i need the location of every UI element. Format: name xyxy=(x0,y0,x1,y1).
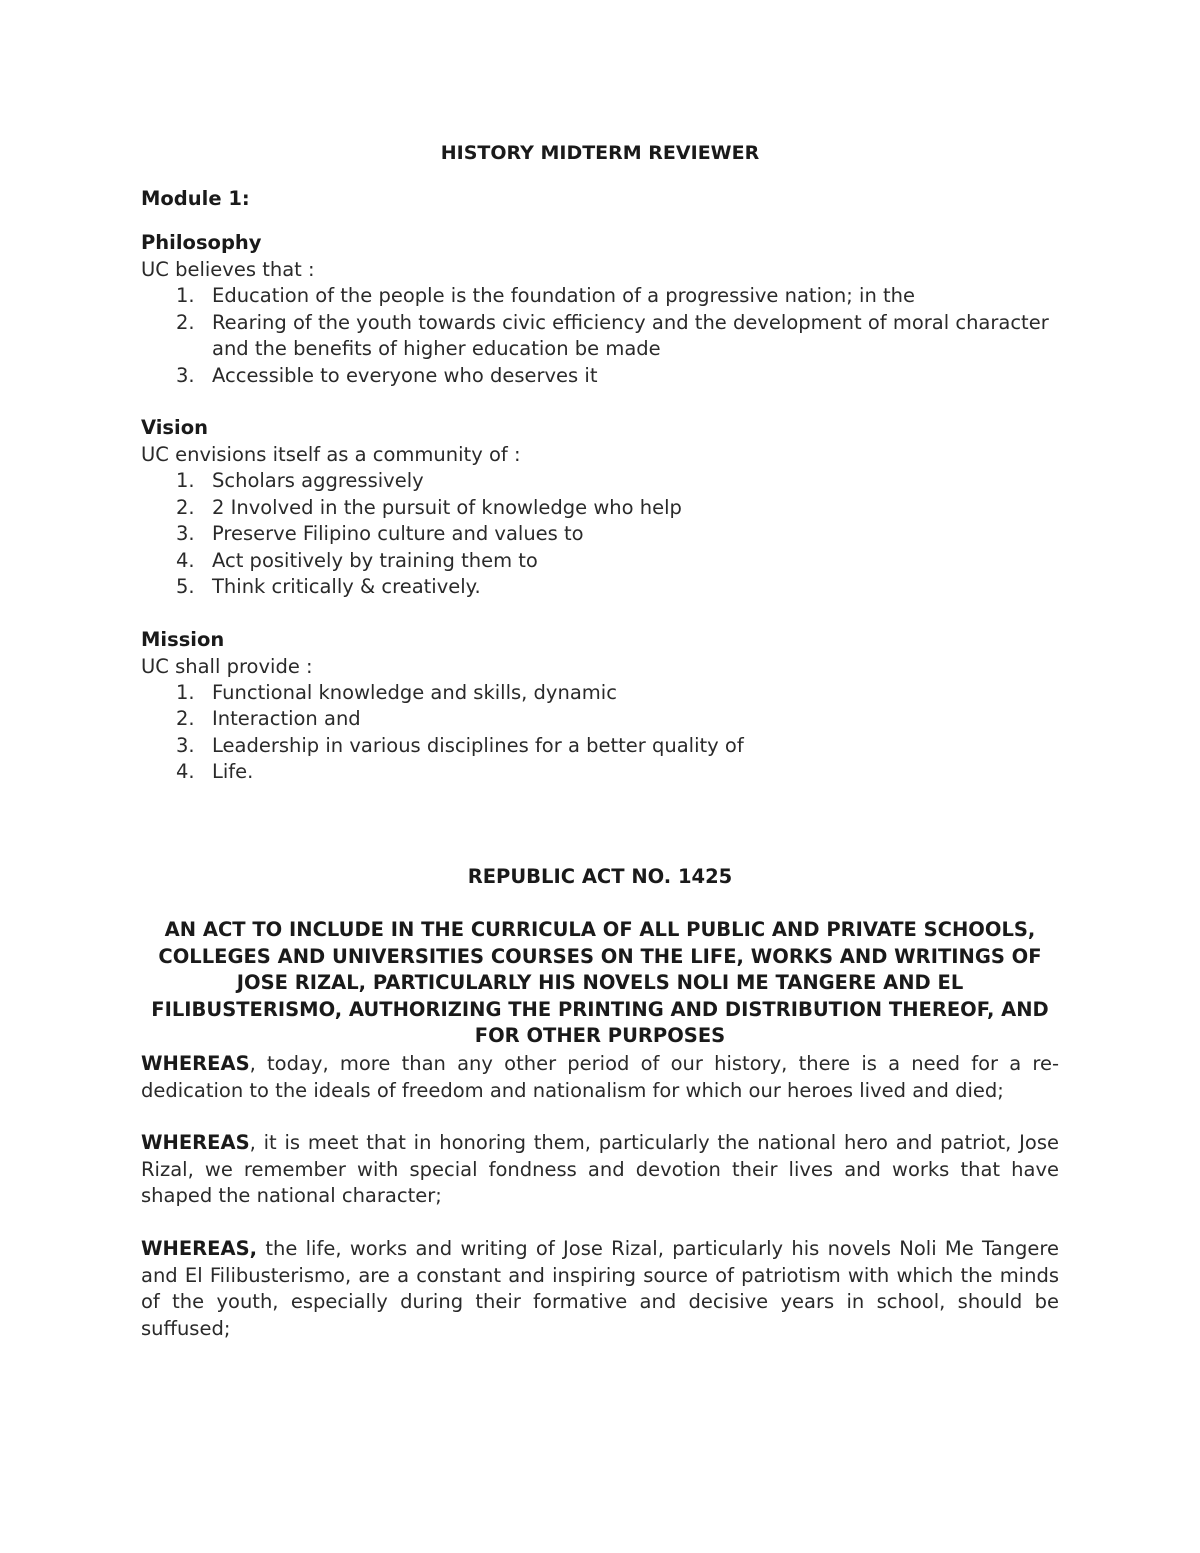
list-item: 2. 2 Involved in the pursuit of knowledge who help xyxy=(176,495,682,519)
philosophy-heading: Philosophy xyxy=(141,231,262,254)
act-number-heading: REPUBLIC ACT NO. 1425 xyxy=(467,865,733,888)
whereas-paragraph xyxy=(141,1051,1059,1104)
whereas-lead: WHEREAS xyxy=(141,1131,250,1154)
list-item: 3. Preserve Filipino culture and values to xyxy=(176,522,584,545)
list-item: 2. Rearing of the youth towards civic efficiency and the development of moral character and the benefits of higher education be made xyxy=(176,310,1049,360)
document-page xyxy=(141,140,1059,1340)
module-heading: Module 1: xyxy=(141,187,250,210)
vision-heading: Vision xyxy=(141,416,209,439)
list-item: 2. Interaction and xyxy=(176,707,361,730)
whereas-text: , it is meet that in honoring them, particularly the national hero and patriot, Jose Rizal, we remember with special fondness and devotion their lives and works that have shaped the national character; xyxy=(141,1131,1059,1207)
list-item: 4. Life. xyxy=(176,760,254,783)
list-item: 4. Act positively by training them to xyxy=(176,548,538,572)
list-item: 5. Think critically & creatively. xyxy=(176,575,481,598)
whereas-lead: WHEREAS, xyxy=(141,1237,258,1260)
list-item: 1. Functional knowledge and skills, dynamic xyxy=(176,680,617,704)
list-item: 3. Accessible to everyone who deserves it xyxy=(176,363,598,387)
philosophy-intro: UC believes that : xyxy=(141,258,315,281)
document-title: HISTORY MIDTERM REVIEWER xyxy=(440,142,760,164)
philosophy-list xyxy=(141,283,1059,389)
mission-list xyxy=(141,680,1059,786)
whereas-lead: WHEREAS xyxy=(141,1052,250,1075)
list-item: 3. Leadership in various disciplines for a better quality of xyxy=(176,733,744,757)
list-item: 1. Scholars aggressively xyxy=(176,469,424,492)
whereas-text: the life, works and writing of Jose Rizal, particularly his novels Noli Me Tangere and El Filibusterismo, are a constant and inspiring source of patriotism with which the minds of the youth, especially during their formative and decisive years in school, should be suffused; xyxy=(141,1237,1059,1340)
vision-list xyxy=(141,468,1059,601)
mission-intro: UC shall provide : xyxy=(141,654,313,678)
act-title-heading: AN ACT TO INCLUDE IN THE CURRICULA OF ALL PUBLIC AND PRIVATE SCHOOLS, COLLEGES AND UNIVERSITIES COURSES ON THE LIFE, WORKS AND WRITINGS OF JOSE RIZAL, PARTICULARLY HIS NOVELS NOLI ME TANGERE AND EL FILIBUSTERISMO, AUTHORIZING THE PRINTING AND DISTRIBUTION THEREOF, AND FOR OTHER PURPOSES xyxy=(151,918,1049,1047)
whereas-paragraph xyxy=(141,1130,1059,1210)
list-item: 1. Education of the people is the foundation of a progressive nation; in the xyxy=(176,284,916,307)
whereas-text: , today, more than any other period of our history, there is a need for a re-dedication to the ideals of freedom and nationalism for which our heroes lived and died; xyxy=(141,1052,1059,1102)
whereas-paragraph xyxy=(141,1236,1059,1342)
vision-intro: UC envisions itself as a community of : xyxy=(141,443,521,466)
mission-heading: Mission xyxy=(141,627,225,651)
